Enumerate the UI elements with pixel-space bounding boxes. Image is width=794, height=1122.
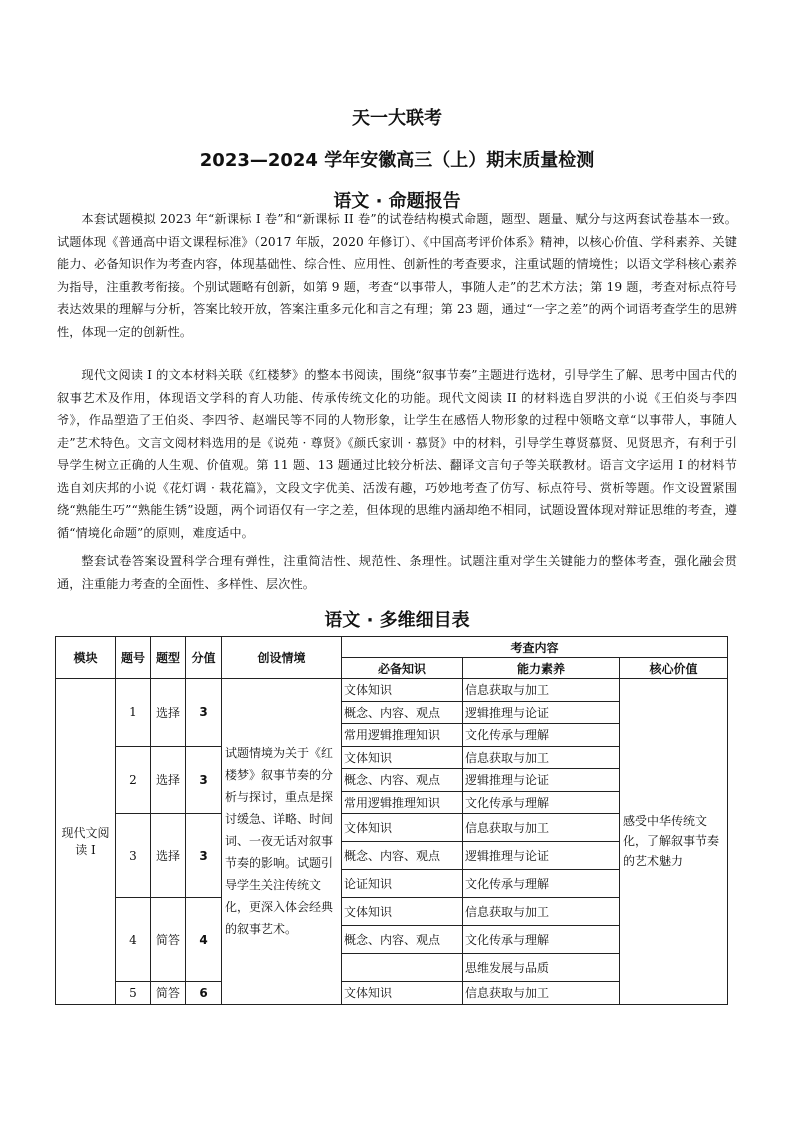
header-number: 题号 [116, 637, 151, 679]
ability-cell: 思维发展与品质 [463, 954, 620, 982]
ability-cell: 信息获取与加工 [463, 679, 620, 702]
ability-cell: 文化传承与理解 [463, 724, 620, 747]
header-ability: 能力素养 [463, 658, 620, 679]
knowledge-cell: 文体知识 [342, 982, 463, 1005]
report-paragraph-2: 现代文阅读 I 的文本材料关联《红楼梦》的整本书阅读，围绕“叙事节奏”主题进行选材，引导学生了解、思考中国古代的叙事艺术及作用，体现语文学科的育人功能、传承传统文化的功能。现代文阅读 II 的材料选自罗洪的小说《王伯炎与李四爷》，作品塑造了王伯炎、李四爷、赵端民等不同的人物形象，让学生在感悟人物形象的过程中领略文章“以事带人，事随人走”艺术特色。文言文阅材料选用的是《说苑 · 尊贤》《颜氏家训 · 慕贤》中的材料，引导学生尊贤慕贤、见贤思齐，有利于引导学生树立正确的人生观、价值观。第 11 题、13 题通过比较分析法、翻译文言句子等关联教材。语言文字运用 I 的材料节选自刘庆邦的小说《花灯调 · 栽花篇》，文段文字优美、活泼有趣，巧妙地考查了仿写、标点符号、赏析等题。作文设置紧围绕“熟能生巧”“熟能生锈”设题，两个词语仅有一字之差，但体现的思维内涵却绝不相同，试题设置体现对辩证思维的考查，遵循“情境化命题”的原则，难度适中。 [57, 368, 737, 540]
question-score: 3 [186, 814, 222, 898]
knowledge-cell [342, 954, 463, 982]
question-number: 3 [116, 814, 151, 898]
ability-cell: 信息获取与加工 [463, 814, 620, 842]
question-number: 4 [116, 898, 151, 982]
question-type: 选择 [151, 746, 186, 814]
question-number: 5 [116, 982, 151, 1005]
knowledge-cell: 概念、内容、观点 [342, 926, 463, 954]
core-value-cell: 感受中华传统文化，了解叙事节奏的艺术魅力 [620, 679, 728, 1005]
question-score: 3 [186, 679, 222, 747]
ability-cell: 逻辑推理与论证 [463, 842, 620, 870]
question-type: 简答 [151, 898, 186, 982]
exam-org-title: 天一大联考 [352, 108, 442, 129]
knowledge-cell: 常用逻辑推理知识 [342, 791, 463, 814]
question-score: 3 [186, 746, 222, 814]
ability-cell: 文化传承与理解 [463, 791, 620, 814]
question-score: 4 [186, 898, 222, 982]
header-knowledge: 必备知识 [342, 658, 463, 679]
knowledge-cell: 概念、内容、观点 [342, 701, 463, 724]
question-type: 简答 [151, 982, 186, 1005]
header-context: 创设情境 [222, 637, 342, 679]
header-exam-content: 考查内容 [342, 637, 728, 658]
table-title: 语文 · 多维细目表 [324, 610, 470, 631]
header-core-value: 核心价值 [620, 658, 728, 679]
ability-cell: 文化传承与理解 [463, 870, 620, 898]
question-number: 2 [116, 746, 151, 814]
header-type: 题型 [151, 637, 186, 679]
table-header-row [56, 637, 728, 658]
knowledge-cell: 文体知识 [342, 814, 463, 842]
knowledge-cell: 文体知识 [342, 898, 463, 926]
table-row [56, 679, 728, 702]
module-cell: 现代文阅读 I [56, 679, 116, 1005]
ability-cell: 文化传承与理解 [463, 926, 620, 954]
report-paragraph-1: 本套试题模拟 2023 年“新课标 I 卷”和“新课标 II 卷”的试卷结构模式命题，题型、题量、赋分与这两套试卷基本一致。试题体现《普通高中语文课程标准》（2017 年版，2020 年修订）、《中国高考评价体系》精神，以核心价值、学科素养、关键能力、必备知识作为考查内容，体现基础性、综合性、应用性、创新性的考查要求，注重试题的情境性；以语文学科核心素养为指导，注重教考衔接。个别试题略有创新，如第 9 题，考查“以事带人，事随人走”的艺术方法；第 19 题，考查对标点符号表达效果的理解与分析，答案比较开放，答案注重多元化和言之有理；第 23 题，通过“一字之差”的两个词语考查学生的思辨性，体现一定的创新性。 [57, 212, 737, 339]
knowledge-cell: 常用逻辑推理知识 [342, 724, 463, 747]
ability-cell: 逻辑推理与论证 [463, 769, 620, 792]
report-paragraph-3: 整套试卷答案设置科学合理有弹性，注重简洁性、规范性、条理性。试题注重对学生关键能力的整体考查，强化融会贯通，注重能力考查的全面性、多样性、层次性。 [57, 554, 737, 591]
ability-cell: 逻辑推理与论证 [463, 701, 620, 724]
question-type: 选择 [151, 814, 186, 898]
knowledge-cell: 概念、内容、观点 [342, 769, 463, 792]
knowledge-cell: 文体知识 [342, 746, 463, 769]
detail-table [55, 636, 728, 1005]
knowledge-cell: 概念、内容、观点 [342, 842, 463, 870]
header-score: 分值 [186, 637, 222, 679]
exam-name-title: 2023—2024 学年安徽高三（上）期末质量检测 [199, 150, 595, 171]
ability-cell: 信息获取与加工 [463, 898, 620, 926]
ability-cell: 信息获取与加工 [463, 982, 620, 1005]
context-cell: 试题情境为关于《红楼梦》叙事节奏的分析与探讨，重点是探讨缓急、详略、时间词、一夜无话对叙事节奏的影响。试题引导学生关注传统文化，更深入体会经典的叙事艺术。 [222, 679, 342, 1005]
question-score: 6 [186, 982, 222, 1005]
knowledge-cell: 文体知识 [342, 679, 463, 702]
header-module: 模块 [56, 637, 116, 679]
question-number: 1 [116, 679, 151, 747]
ability-cell: 信息获取与加工 [463, 746, 620, 769]
question-type: 选择 [151, 679, 186, 747]
report-title: 语文 · 命题报告 [333, 191, 461, 212]
knowledge-cell: 论证知识 [342, 870, 463, 898]
